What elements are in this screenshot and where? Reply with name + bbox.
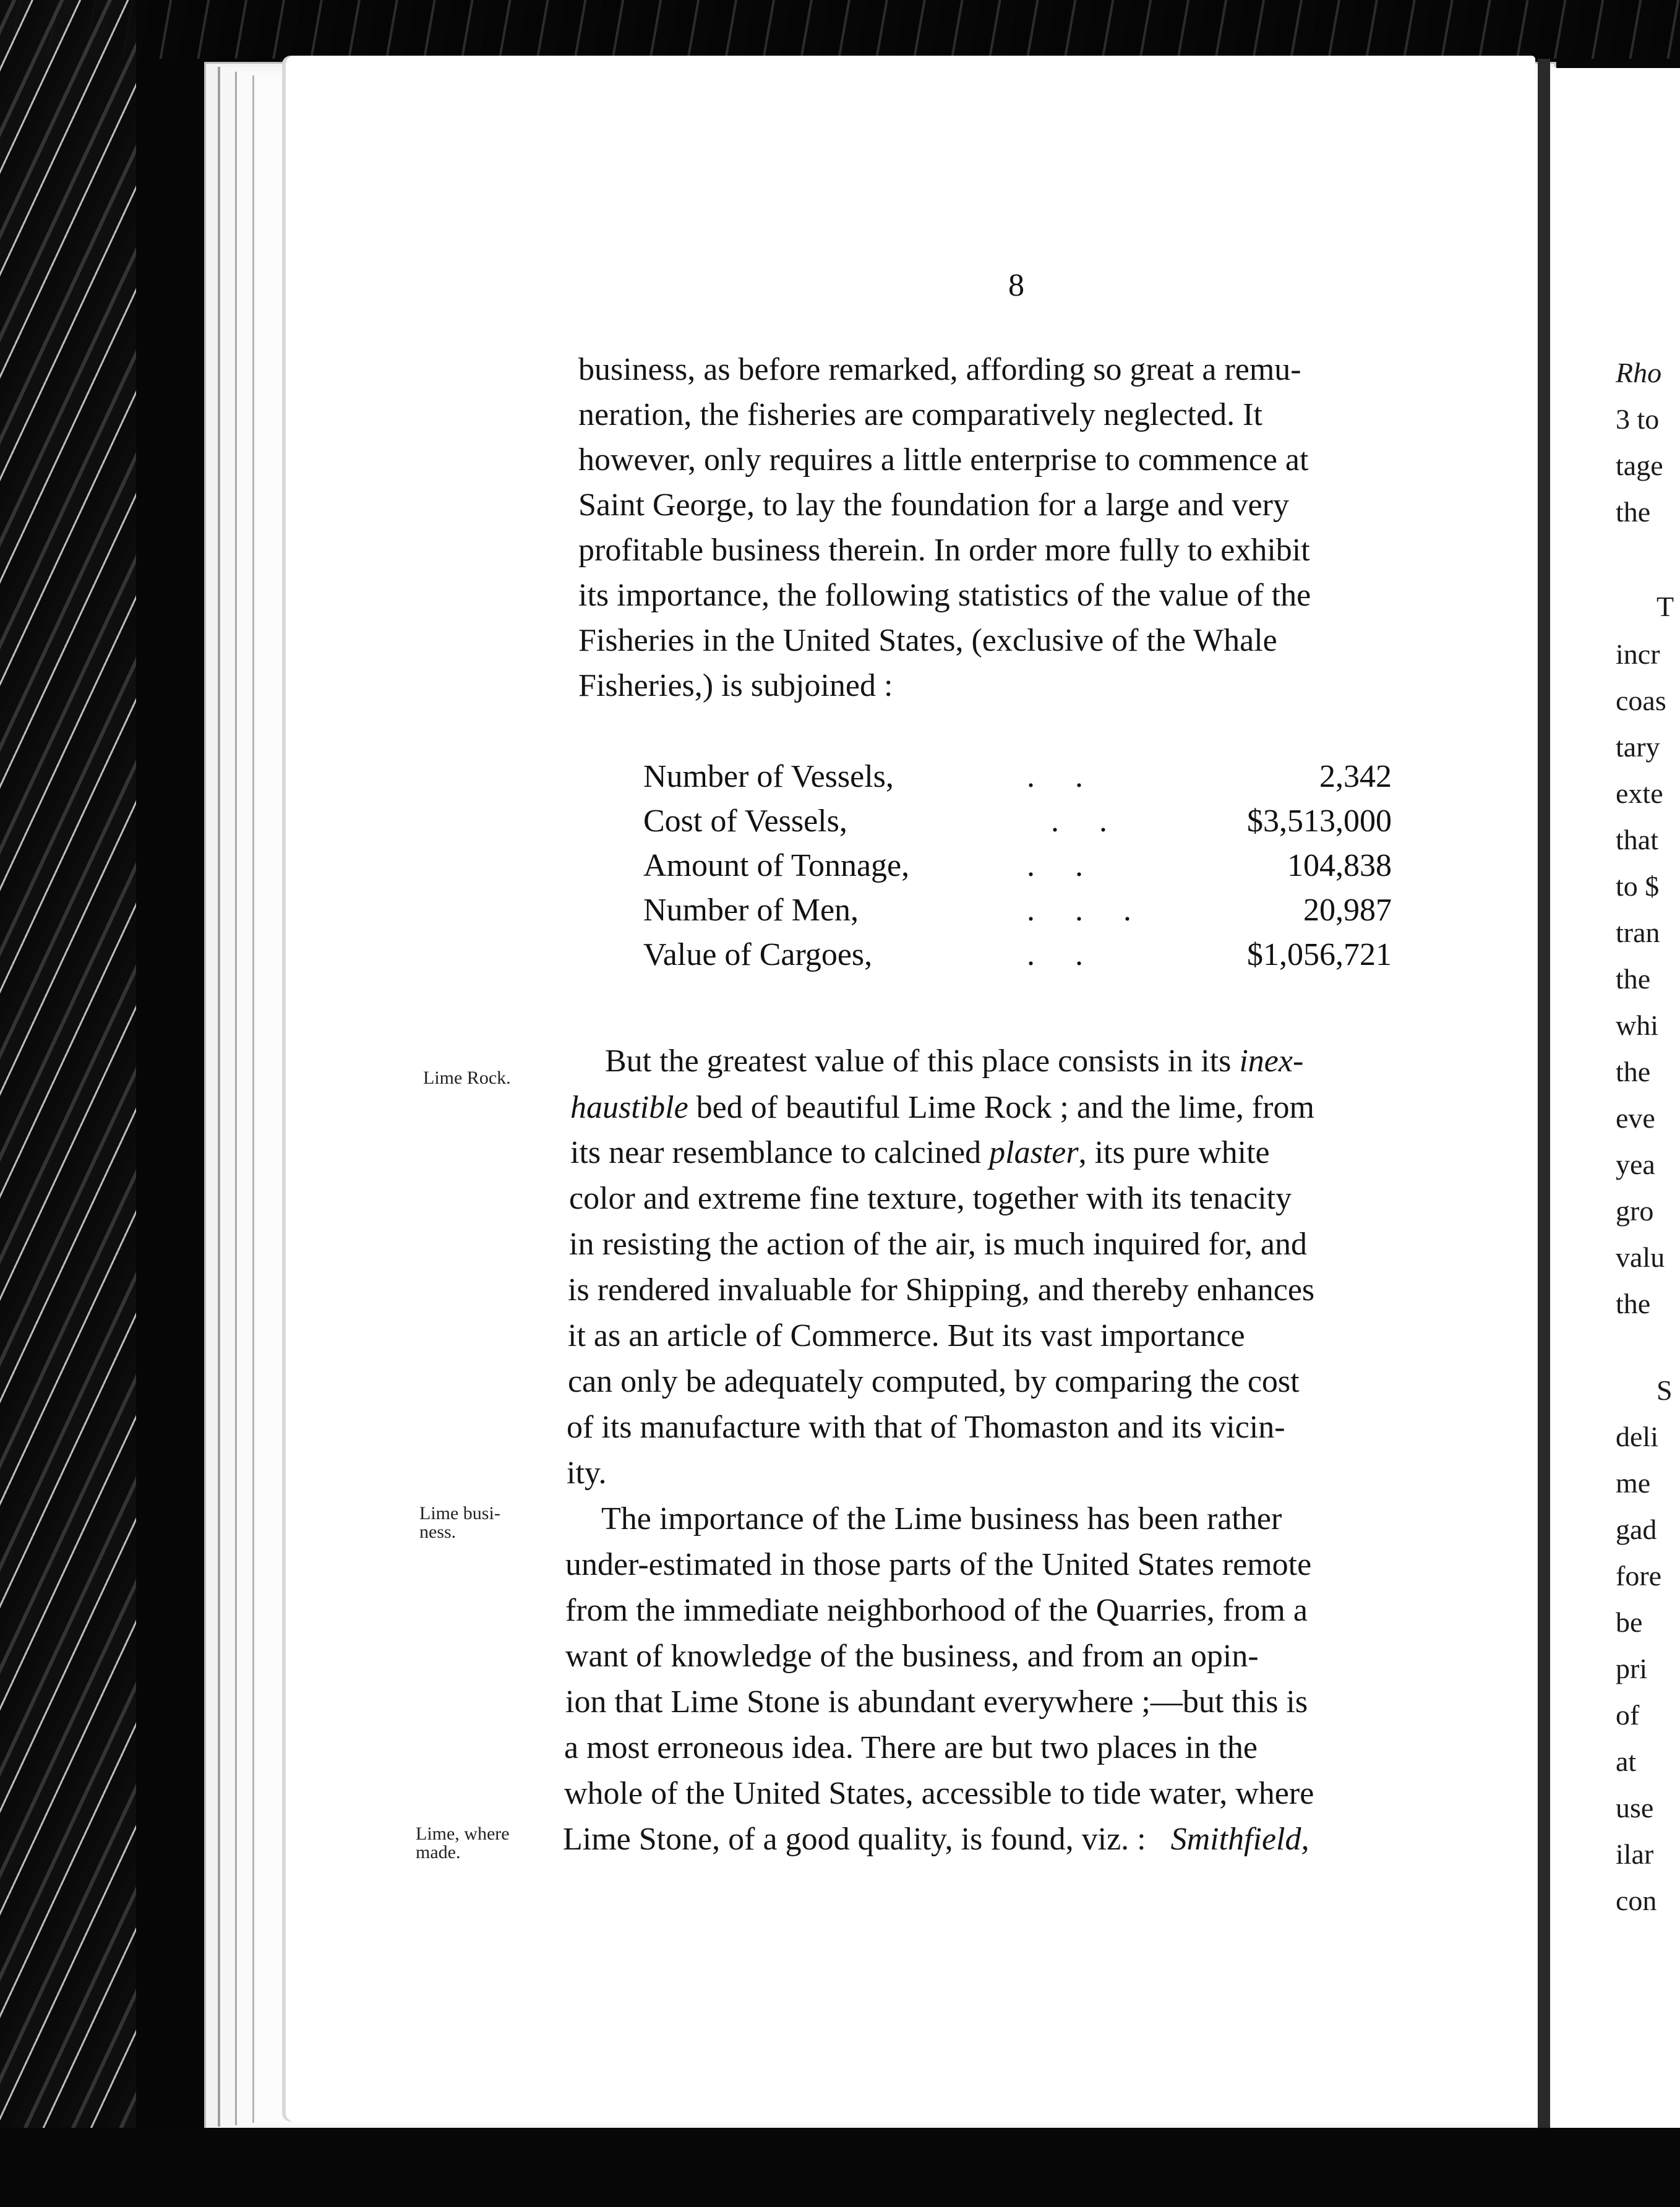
stat-leader-dots: . . [1027,759,1083,794]
paragraph-line: of its manufacture with that of Thomaston and its vicin- [567,1410,1285,1445]
paragraph-line: Fisheries,) is subjoined : [578,668,893,703]
paragraph-line: it as an article of Commerce. But its vast importance [568,1318,1245,1353]
paragraph-line: profitable business therein. In order more fully to exhibit [578,533,1310,568]
right-page-line: deli [1616,1421,1658,1452]
stat-row [643,758,1392,803]
right-page-line: incr [1616,638,1660,670]
paragraph-line [578,354,1463,386]
italic-text: haustible [570,1090,688,1125]
right-page-line: the [1616,496,1651,528]
right-page-line: be [1616,1606,1643,1638]
right-page-line: of [1616,1699,1640,1731]
stat-value: $3,513,000 [1247,804,1392,839]
right-page-line: S [1656,1374,1673,1406]
stat-leader-dots: . . [1027,937,1083,972]
stat-label: Cost of Vessels, [643,804,847,839]
paragraph-line: neration, the fisheries are comparatively neglected. It [578,397,1262,432]
right-page-fragment [1551,68,1680,2128]
right-page-line: the [1616,1056,1651,1087]
marbled-cover-edge [0,0,136,2207]
text: its near resemblance to calcined [570,1135,990,1170]
paragraph-line [563,1823,1309,1856]
paragraph-line: Fisheries in the United States, (exclusive of the Whale [578,623,1277,658]
stat-label: Amount of Tonnage, [643,848,910,883]
text: Lime Stone, of a good quality, is found, viz. : [563,1822,1146,1857]
book-cover-top-edge [0,0,1680,59]
right-page-line: gro [1616,1195,1654,1227]
right-page-line: tary [1616,731,1660,763]
right-page-line: tran [1616,917,1660,948]
italic-text: Smithfield, [1170,1822,1309,1857]
stat-leader-dots: . . [1027,848,1083,883]
right-page-line: exte [1616,778,1663,809]
right-page-line: the [1616,1288,1651,1319]
margin-note-lime-where-made: made. [416,1842,461,1862]
margin-note-lime-business: ness. [419,1522,456,1542]
right-page-line: use [1616,1792,1654,1823]
right-page-line: fore [1616,1560,1662,1592]
right-page-line: the [1616,963,1651,995]
right-page-line: eve [1616,1102,1655,1134]
paragraph-line: The importance of the Lime business has been rather [601,1501,1282,1536]
fisheries-statistics-table [643,758,1392,981]
paragraph-line [570,1092,1314,1124]
stat-row [643,936,1392,981]
paragraph-line: want of knowledge of the business, and from an opin- [565,1639,1259,1674]
paragraph-line: color and extreme fine texture, together with its tenacity [569,1181,1292,1216]
page-number: 8 [1008,268,1025,303]
stat-value: $1,056,721 [1247,937,1392,972]
italic-text: inex- [1239,1044,1304,1079]
stat-row [643,803,1392,847]
right-page-line: coas [1616,685,1666,716]
margin-note-lime-rock: Lime Rock. [423,1068,511,1088]
scan-bottom-border [0,2128,1680,2207]
text: business, as before remarked, affording so great a remu- [578,352,1301,387]
stat-label: Number of Men, [643,893,859,928]
paragraph-line: whole of the United States, accessible to tide water, where [564,1776,1314,1811]
margin-note-lime-where-made: Lime, where [416,1823,510,1844]
right-page-line: valu [1616,1241,1665,1273]
text: , its pure white [1078,1135,1270,1170]
right-page-line: yea [1616,1149,1655,1180]
stat-value: 20,987 [1303,893,1392,928]
stat-value: 2,342 [1319,759,1392,794]
paragraph-line: is rendered invaluable for Shipping, and thereby enhances [568,1272,1315,1308]
right-page-line: at [1616,1746,1637,1777]
paragraph-line: its importance, the following statistics of the value of the [578,578,1311,613]
paragraph-line [570,1137,1270,1169]
stat-row [643,847,1392,892]
paragraph-line: Saint George, to lay the foundation for a large and very [578,487,1289,523]
stat-label: Value of Cargoes, [643,937,873,972]
paragraph-line: can only be adequately computed, by comparing the cost [568,1364,1300,1399]
right-page-line: tage [1616,450,1663,481]
margin-note-lime-business: Lime busi- [419,1503,500,1523]
paragraph-line [605,1045,1303,1078]
stat-row [643,892,1392,936]
right-page-line: pri [1616,1653,1648,1684]
paragraph-line: ion that Lime Stone is abundant everywhere ;—but this is [565,1684,1308,1720]
book-gutter [1538,59,1550,2131]
right-page-line: whi [1616,1009,1658,1041]
right-page-line: con [1616,1885,1657,1916]
right-page-line: Rho [1616,357,1662,388]
right-page-line: ilar [1616,1838,1654,1870]
stat-leader-dots: . . . [1027,893,1131,928]
text: But the greatest value of this place consists in its [605,1044,1240,1079]
paragraph-line: ity. [567,1455,607,1491]
stat-label: Number of Vessels, [643,759,894,794]
right-page-line: to $ [1616,870,1660,902]
right-page-line: me [1616,1467,1651,1499]
stat-value: 104,838 [1287,848,1392,883]
paragraph-line: under-estimated in those parts of the United States remote [565,1547,1312,1582]
stat-leader-dots: . . [1027,804,1107,839]
paragraph-line: a most erroneous idea. There are but two places in the [564,1730,1258,1765]
paragraph-line: from the immediate neighborhood of the Quarries, from a [565,1593,1308,1628]
right-page-line: gad [1616,1514,1657,1545]
italic-text: plaster [989,1135,1079,1170]
paragraph-line: in resisting the action of the air, is much inquired for, and [569,1227,1307,1262]
paragraph-line: however, only requires a little enterprise to commence at [578,442,1309,478]
text: bed of beautiful Lime Rock ; and the lime, from [688,1090,1314,1125]
right-page-line: T [1656,591,1674,622]
right-page-line: that [1616,824,1658,855]
right-page-line: 3 to [1616,403,1660,435]
